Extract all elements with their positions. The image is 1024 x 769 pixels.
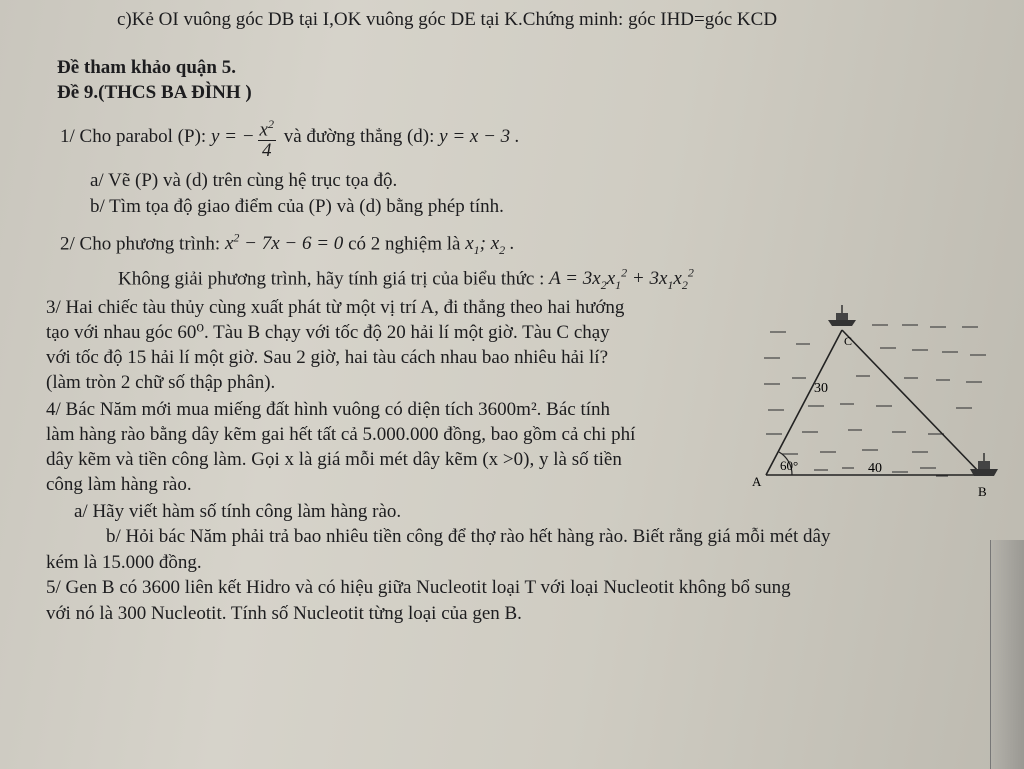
q1-y-eq: y = − [210, 126, 255, 147]
header-line-c: c)Kẻ OI vuông góc DB tại I,OK vuông góc DE tại K.Chứng minh: góc IHD=góc KCD [117, 9, 778, 30]
q2-expr-a: A = 3x [549, 268, 601, 290]
q1-part-b: b/ Tìm tọa độ giao điểm của (P) và (d) bằng phép tính. [90, 196, 504, 217]
q2-equation [225, 233, 343, 254]
q1-part-a: a/ Vẽ (P) và (d) trên cùng hệ trục tọa độ. [90, 170, 398, 191]
exam-subtitle: Đề 9.(THCS BA ĐÌNH ) [57, 82, 252, 103]
q1-prefix: 1/ Cho parabol (P): [60, 126, 207, 147]
q3-line-3: với tốc độ 15 hải lí một giờ. Sau 2 giờ, hai tàu cách nhau bao nhiêu hải lí? [46, 347, 609, 368]
q1-fraction [258, 114, 276, 161]
q2-prefix: 2/ Cho phương trình: [60, 233, 221, 255]
q1-frac-num: x [259, 119, 268, 141]
label-A: A [752, 474, 762, 489]
q4-line-2: làm hàng rào bằng dây kẽm gai hết tất cả 5.000.000 đồng, bao gồm cả chi phí [46, 424, 636, 445]
label-angle: 60° [780, 458, 799, 473]
q2-expression: $A = 3x_2x_1^2 + 3x_1x_2^2$ [549, 266, 694, 293]
label-side-AC: 30 [814, 381, 828, 396]
ship-b-icon [970, 453, 998, 476]
label-B: B [978, 484, 987, 499]
q5-line-2: với nó là 300 Nucleotit. Tính số Nucleotit từng loại của gen B. [46, 603, 522, 624]
q1-frac-den: 4 [261, 140, 272, 162]
label-C: C [844, 334, 853, 348]
q2-eq-rest: − 7x − 6 = 0 [239, 233, 344, 255]
q3-line-1: 3/ Hai chiếc tàu thủy cùng xuất phát từ một vị trí A, đi thẳng theo hai hướng [46, 297, 625, 318]
side-CB [842, 330, 982, 475]
q1-frac-exp: 2 [267, 116, 274, 131]
q4-part-b-line-2: kém là 15.000 đồng. [46, 552, 202, 573]
q1-statement [60, 112, 520, 162]
q2-statement [60, 226, 515, 262]
q4-line-4: công làm hàng rào. [46, 474, 192, 495]
q2-root-x: x [465, 233, 474, 255]
q5-line-1: 5/ Gen B có 3600 liên kết Hidro và có hiệu giữa Nucleotit loại T với loại Nucleotit không bổ sung [46, 577, 791, 598]
q1-line-eq: y = x − 3 . [439, 126, 520, 147]
q3-line-2: tạo với nhau góc 60⁰. Tàu B chạy với tốc độ 20 hải lí một giờ. Tàu C chạy [46, 322, 610, 343]
q2-roots-text: có 2 nghiệm là [348, 233, 461, 255]
ship-c-icon [828, 305, 856, 326]
q4-part-a: a/ Hãy viết hàm số tính công làm hàng rào. [74, 501, 402, 522]
ships-triangle-figure [752, 300, 1012, 500]
q2-text2: Không giải phương trình, hãy tính giá trị của biểu thức : [118, 268, 545, 290]
side-AC [766, 330, 842, 475]
label-side-AB: 40 [868, 461, 882, 476]
q3-line-4: (làm tròn 2 chữ số thập phân). [46, 372, 276, 393]
q2-eq-exp: 2 [233, 231, 240, 245]
q4-line-1: 4/ Bác Năm mới mua miếng đất hình vuông có diện tích 3600m². Bác tính [46, 399, 611, 420]
q4-line-3: dây kẽm và tiền công làm. Gọi x là giá mỗi mét dây kẽm (x >0), y là số tiền [46, 449, 622, 470]
wave-dashes [764, 325, 986, 476]
q2-expression-line [118, 261, 694, 297]
q2-roots: $x_1$; $x_2$ . [465, 233, 515, 258]
q2-eq-x: x [224, 233, 234, 255]
exam-title: Đề tham khảo quận 5. [57, 57, 236, 78]
q4-part-b-line-1: b/ Hỏi bác Năm phải trả bao nhiêu tiền công để thợ rào hết hàng rào. Biết rằng giá mỗi mét dây [106, 526, 831, 547]
q1-and-line: và đường thẳng (d): [283, 126, 435, 147]
protractor-edge [990, 540, 1024, 769]
